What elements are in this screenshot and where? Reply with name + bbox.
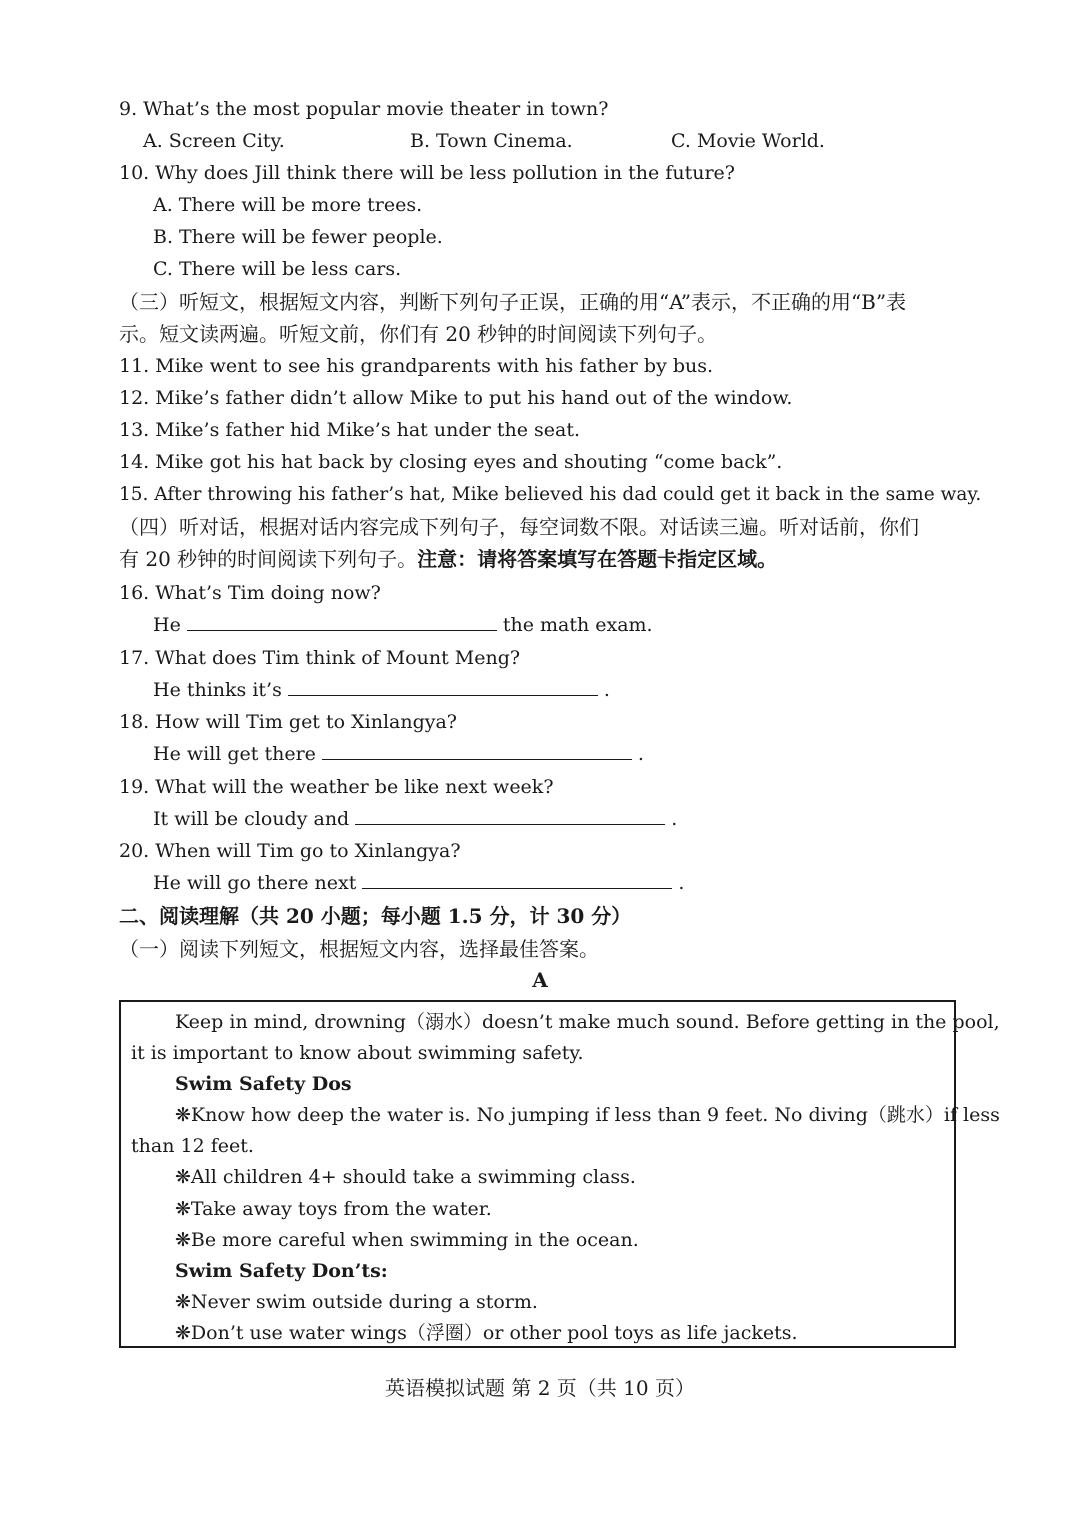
part-2-title: 二、阅读理解（共 20 小题；每小题 1.5 分，计 30 分） — [119, 904, 632, 928]
answer-prefix: He — [153, 614, 181, 636]
answer-prefix: It will be cloudy and — [153, 808, 350, 830]
passage-label: A — [532, 968, 548, 992]
answer-suffix: . — [678, 872, 685, 894]
question-18-answer-line — [153, 741, 644, 767]
question-19-stem: 19. What will the weather be like next week? — [119, 776, 554, 798]
answer-suffix: . — [637, 743, 644, 765]
question-10-option-c: C. There will be less cars. — [153, 258, 402, 280]
answer-blank[interactable] — [362, 870, 672, 889]
answer-blank[interactable] — [187, 612, 497, 631]
section-4-instruction-line-2 — [119, 546, 777, 572]
question-16-answer-line — [153, 612, 653, 638]
dos-item-2: ❋All children 4+ should take a swimming class. — [175, 1166, 636, 1188]
answer-suffix: . — [671, 808, 678, 830]
swim-safety-dos-heading: Swim Safety Dos — [175, 1073, 352, 1095]
donts-item-1: ❋Never swim outside during a storm. — [175, 1291, 538, 1313]
dos-item-1-line-1: ❋Know how deep the water is. No jumping if less than 9 feet. No diving（跳水）if less — [175, 1104, 1000, 1126]
answer-blank[interactable] — [322, 741, 632, 760]
question-10-option-a: A. There will be more trees. — [153, 194, 423, 216]
question-17-answer-line — [153, 677, 610, 703]
answer-suffix: . — [603, 679, 610, 701]
section-4-note: 注意：请将答案填写在答题卡指定区域。 — [417, 547, 778, 571]
passage-paragraph-1-line-2: it is important to know about swimming safety. — [131, 1042, 584, 1064]
dos-item-1-line-2: than 12 feet. — [131, 1135, 254, 1157]
section-3-instruction-line-2: 示。短文读两遍。听短文前，你们有 20 秒钟的时间阅读下列句子。 — [119, 322, 718, 346]
question-9-option-b: B. Town Cinema. — [410, 130, 573, 152]
question-10-option-b: B. There will be fewer people. — [153, 226, 443, 248]
question-19-answer-line — [153, 806, 677, 832]
statement-13: 13. Mike’s father hid Mike’s hat under the seat. — [119, 419, 581, 441]
swim-safety-donts-heading: Swim Safety Don’ts: — [175, 1260, 388, 1282]
question-16-stem: 16. What’s Tim doing now? — [119, 582, 381, 604]
part-2-instruction: （一）阅读下列短文，根据短文内容，选择最佳答案。 — [119, 937, 599, 961]
answer-prefix: He thinks it’s — [153, 679, 282, 701]
statement-12: 12. Mike’s father didn’t allow Mike to put his hand out of the window. — [119, 387, 793, 409]
statement-11: 11. Mike went to see his grandparents with his father by bus. — [119, 355, 714, 377]
section-4-instruction-text: 有 20 秒钟的时间阅读下列句子。 — [119, 547, 418, 571]
question-17-stem: 17. What does Tim think of Mount Meng? — [119, 647, 521, 669]
donts-item-2: ❋Don’t use water wings（浮圈）or other pool toys as life jackets. — [175, 1322, 798, 1344]
answer-prefix: He will go there next — [153, 872, 357, 894]
question-9-option-c: C. Movie World. — [671, 130, 825, 152]
question-9-stem: 9. What’s the most popular movie theater in town? — [119, 98, 609, 120]
statement-15: 15. After throwing his father’s hat, Mike believed his dad could get it back in the same way. — [119, 484, 982, 505]
answer-suffix: the math exam. — [502, 614, 653, 636]
answer-prefix: He will get there — [153, 743, 316, 765]
page-footer: 英语模拟试题 第 2 页（共 10 页） — [385, 1376, 695, 1400]
dos-item-4: ❋Be more careful when swimming in the ocean. — [175, 1229, 639, 1251]
passage-paragraph-1-line-1: Keep in mind, drowning（溺水）doesn’t make much sound. Before getting in the pool, — [175, 1011, 1000, 1033]
answer-blank[interactable] — [288, 677, 598, 696]
statement-14: 14. Mike got his hat back by closing eyes and shouting “come back”. — [119, 451, 783, 473]
dos-item-3: ❋Take away toys from the water. — [175, 1198, 492, 1220]
question-9-option-a: A. Screen City. — [143, 130, 285, 152]
question-20-stem: 20. When will Tim go to Xinlangya? — [119, 840, 461, 862]
answer-blank[interactable] — [355, 806, 665, 825]
question-20-answer-line — [153, 870, 684, 896]
section-4-instruction-line-1: （四）听对话，根据对话内容完成下列句子，每空词数不限。对话读三遍。听对话前，你们 — [119, 515, 919, 539]
section-3-instruction-line-1: （三）听短文，根据短文内容，判断下列句子正误，正确的用“A”表示，不正确的用“B”表 — [119, 290, 907, 314]
question-18-stem: 18. How will Tim get to Xinlangya? — [119, 711, 457, 733]
question-10-stem: 10. Why does Jill think there will be less pollution in the future? — [119, 162, 735, 184]
